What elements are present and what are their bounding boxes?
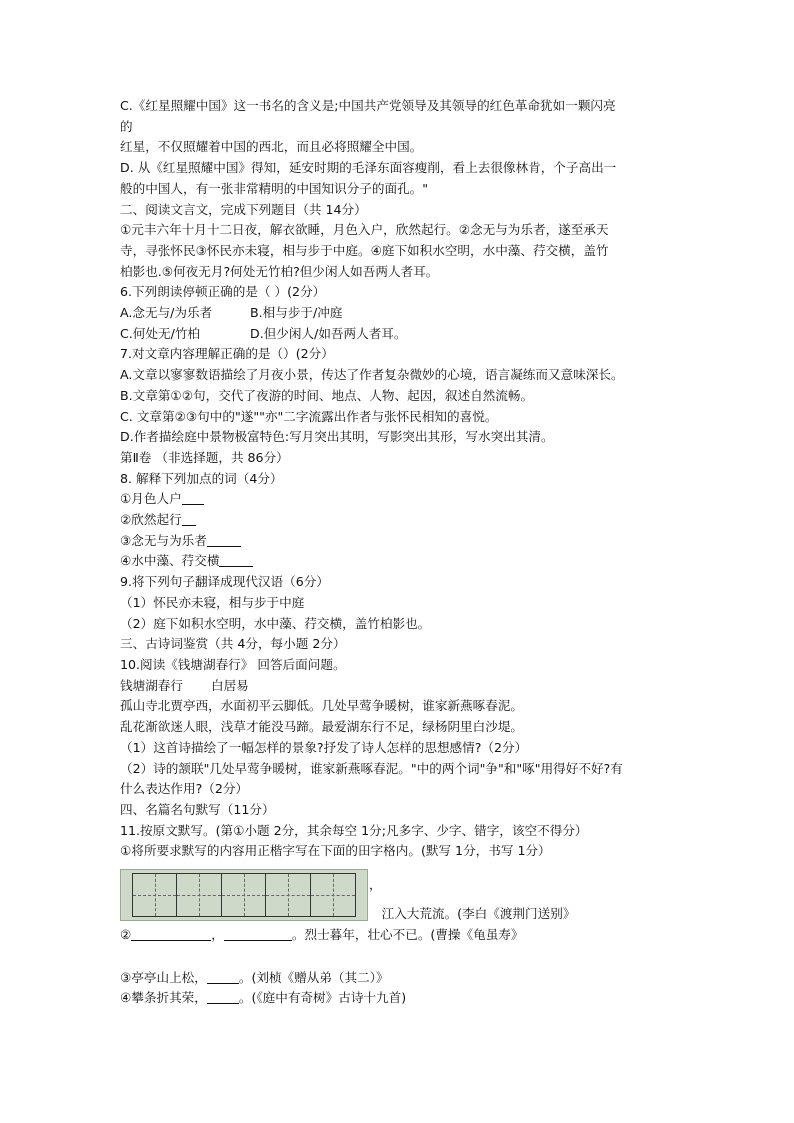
option-b: B.文章第①②句，交代了夜游的时间、地点、人物、起因，叙述自然流畅。 (120, 387, 534, 403)
q11-suffix: 。(《庭中有奇树》古诗十九首) (238, 990, 407, 1006)
option-c: C.何处无/竹柏 (120, 325, 201, 341)
tianzige-cell[interactable] (177, 874, 222, 916)
text-line: 般的中国人，有一张非常精明的中国知识分子的面孔。" (120, 180, 429, 196)
poem-title: 钱塘湖春行 白居易 (120, 677, 249, 693)
option-d: D.作者描绘庭中景物极富特色:写月突出其明，写影突出其形，写水突出其清。 (120, 429, 554, 445)
poem-line: 乱花渐欲迷人眼，浅草才能没马蹄。最爱湖东行不足，绿杨阴里白沙堤。 (120, 719, 523, 735)
question-9: 9.将下列句子翻译成现代汉语（6分） (120, 574, 329, 590)
q11-prefix: ④攀条折其荣， (120, 990, 207, 1006)
q8-item-text: ④水中藻、荇交横 (120, 553, 220, 569)
q11-suffix: 。(刘桢《赠从弟（其二）》 (238, 969, 389, 985)
question-8: 8. 解释下列加点的词（4分） (120, 470, 283, 486)
q8-item-text: ①月色人户 (120, 491, 182, 507)
q8-item (120, 489, 680, 510)
text-line: 的 (120, 118, 133, 134)
tianzige-row (120, 865, 680, 921)
passage-line: ①元丰六年十月十二日夜，解衣欲睡，月色入户，欣然起行。②念无与为乐者，遂至承天 (120, 222, 609, 238)
answer-blank[interactable] (219, 552, 253, 567)
text-line: 红星，不仅照耀着中国的西北，而且必将照耀全中国。 (120, 139, 423, 155)
q11-item (120, 968, 680, 989)
answer-blank[interactable] (182, 511, 196, 526)
q8-item (120, 531, 680, 552)
q11-prefix: ② (120, 927, 132, 943)
q10-item: 什么表达作用?（2分） (120, 781, 249, 797)
text-line: C.《红星照耀中国》这一书名的含义是;中国共产党领导及其领导的红色革命犹如一颗闪亮 (120, 98, 616, 113)
q11-item (120, 988, 680, 1009)
q8-item (120, 551, 680, 572)
passage-line: 柏影也.⑤何夜无月?何处无竹柏?但少闲人如吾两人者耳。 (120, 263, 439, 279)
exam-page (120, 96, 680, 1009)
answer-blank[interactable] (207, 989, 239, 1004)
q8-item (120, 510, 680, 531)
q9-item: （2）庭下如积水空明，水中藻、荇交横，盖竹柏影也。 (120, 615, 431, 631)
question-10: 10.阅读《钱塘湖春行》 回答后面问题。 (120, 656, 346, 672)
tianzige-cell[interactable] (222, 874, 267, 916)
answer-blank[interactable] (207, 532, 241, 547)
section-heading: 二、阅读文言文，完成下列题目（共 14分） (120, 201, 367, 217)
answer-blank[interactable] (182, 490, 204, 505)
grid-tail-text: 江入大荒流。(李白《渡荆门送别》 (381, 906, 576, 922)
q11-prefix: ③亭亭山上松， (120, 969, 207, 985)
option-d: D.但少闲人/如吾两人者耳。 (250, 325, 407, 341)
option-a: A.文章以寥寥数语描绘了月夜小景，传达了作者复杂微妙的心境，语言凝练而又意味深长。 (120, 367, 624, 383)
grid-comma: ， (369, 876, 382, 892)
section-heading: 第Ⅱ卷 （非选择题，共 86分） (120, 449, 289, 465)
tianzige-cell[interactable] (266, 874, 311, 916)
tianzige-cell[interactable] (311, 874, 356, 916)
answer-blank[interactable] (224, 926, 292, 941)
q8-item-text: ③念无与为乐者 (120, 532, 207, 548)
q8-item-text: ②欣然起行 (120, 512, 182, 528)
section-heading: 四、名篇名句默写（11分） (120, 801, 275, 817)
q11-suffix: 。烈士暮年，壮心不已。(曹操《龟虽寿》 (291, 927, 524, 943)
q10-item: （2）诗的颔联"几处早莺争暖树，谁家新燕啄春泥。"中的两个词"争"和"啄"用得好不好?有 (120, 760, 623, 776)
q11-item: ①将所要求默写的内容用正楷字写在下面的田字格内。(默写 1分，书写 1分） (120, 843, 551, 859)
question-6: 6.下列朗读停顿正确的是（ ）(2分） (120, 284, 326, 300)
spacer (120, 946, 680, 968)
question-11: 11.按原文默写。(第①小题 2分，其余每空 1分;凡多字、少字、错字，该空不得分） (120, 822, 588, 838)
answer-blank[interactable] (207, 969, 239, 984)
section-heading: 三、古诗词鉴赏（共 4分，每小题 2分） (120, 636, 346, 652)
poem-line: 孤山寺北贾亭西，水面初平云脚低。几处早莺争暖树，谁家新燕啄春泥。 (120, 698, 523, 714)
option-b: B.相与步于/冲庭 (250, 305, 343, 321)
answer-blank[interactable] (131, 926, 211, 941)
q9-item: （1）怀民亦未寝，相与步于中庭 (120, 594, 305, 610)
tianzige-grid (120, 869, 368, 921)
q11-sep: ， (211, 927, 224, 943)
q6-options-row (120, 303, 680, 324)
text-line: D. 从《红星照耀中国》得知，延安时期的毛泽东面容瘦削，看上去很像林肯，个子高出一 (120, 160, 617, 176)
q10-item: （1）这首诗描绘了一幅怎样的景象?抒发了诗人怎样的思想感情?（2分） (120, 739, 528, 755)
q11-item (120, 925, 680, 946)
tianzige-cells (132, 873, 357, 917)
q6-options-row (120, 324, 680, 345)
option-c: C. 文章第②③句中的"遂""亦"二字流露出作者与张怀民相知的喜悦。 (120, 408, 498, 424)
option-a: A.念无与/为乐者 (120, 305, 213, 321)
tianzige-cell[interactable] (133, 874, 178, 916)
passage-line: 寺，寻张怀民③怀民亦未寝，相与步于中庭。④庭下如积水空明，水中藻、荇交横，盖竹 (120, 242, 609, 258)
question-7: 7.对文章内容理解正确的是（）(2分） (120, 346, 334, 362)
